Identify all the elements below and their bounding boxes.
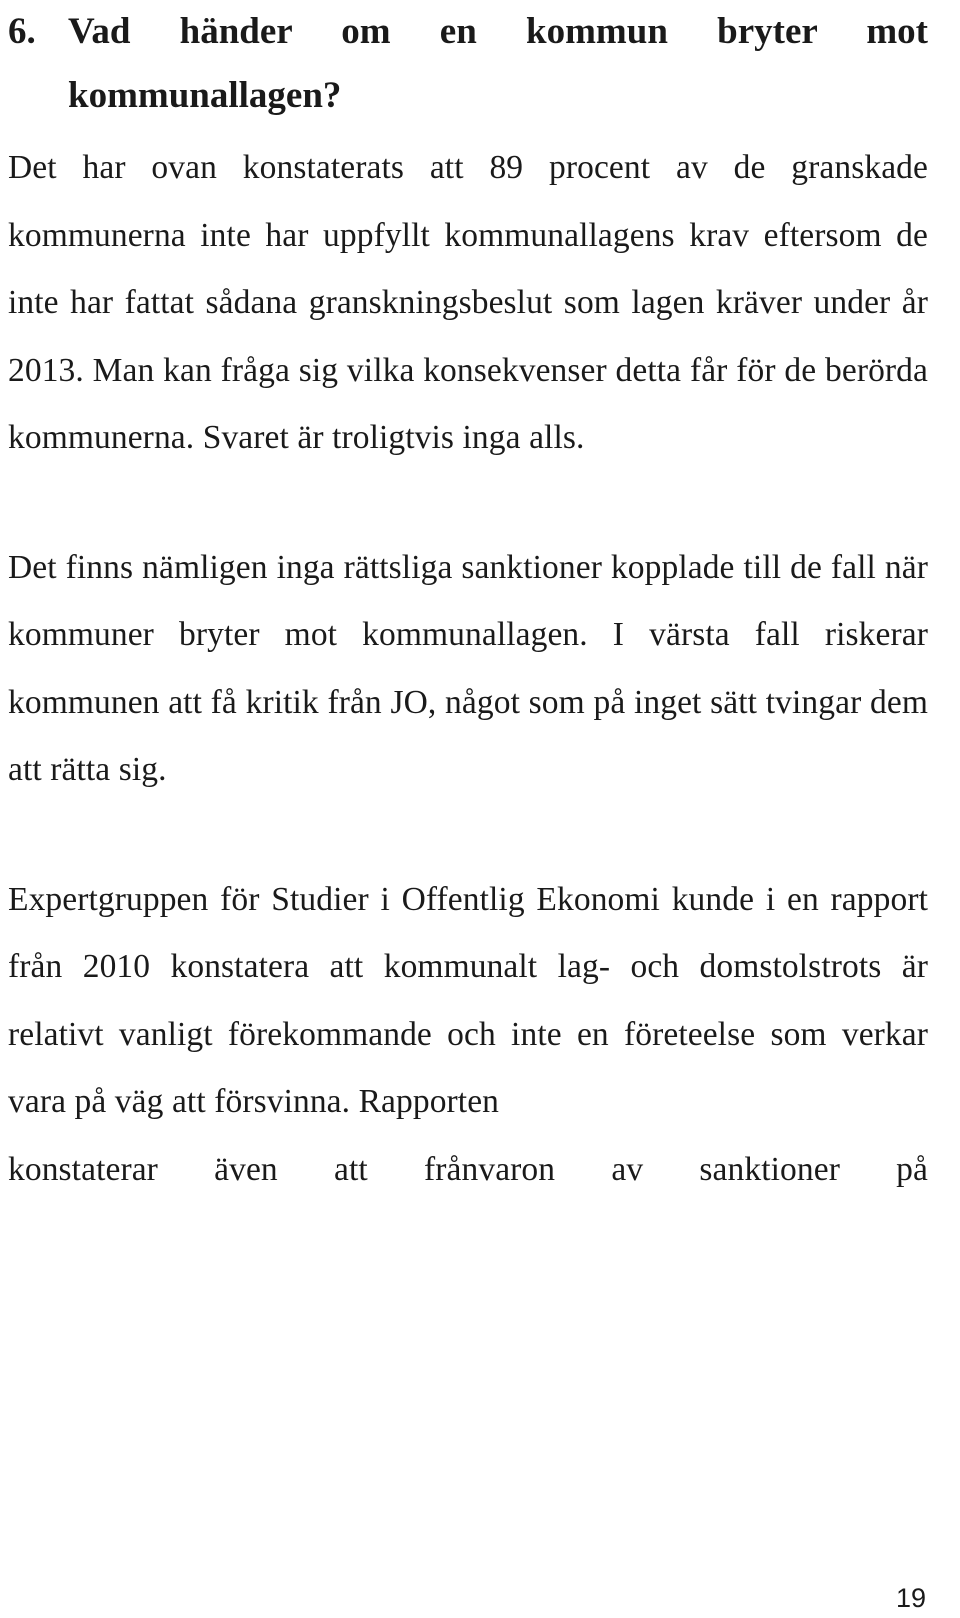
section-number: 6. (8, 11, 36, 52)
section-title: Vad händer om en kommun bryter mot kommunallagen? (68, 11, 928, 116)
document-page (8, 0, 928, 1203)
section-heading (8, 0, 928, 128)
page-number: 19 (895, 1583, 926, 1613)
body-paragraph-last-line: konstaterar även att frånvaron av sanktioner på (8, 1150, 928, 1188)
body-paragraph: Det finns nämligen inga rättsliga sanktioner kopplade till de fall när kommuner bryter mot kommunallagen. I värsta fall riskerar kommunen att få kritik från JO, något som på inget sätt tvingar dem att rätta sig. (8, 548, 928, 788)
body-paragraph: Expertgruppen för Studier i Offentlig Ekonomi kunde i en rapport från 2010 konstatera att kommunalt lag- och domstolstrots är relativt vanligt förekommande och inte en företeelse som verkar vara på väg att försvinna. Rapporten (8, 880, 928, 1120)
body-paragraph: Det har ovan konstaterats att 89 procent av de granskade kommunerna inte har uppfyllt kommunallagens krav eftersom de inte har fattat sådana granskningsbeslut som lagen kräver under år 2013. Man kan fråga sig vilka konsekvenser detta får för de berörda kommunerna. Svaret är troligtvis inga alls. (8, 149, 928, 456)
